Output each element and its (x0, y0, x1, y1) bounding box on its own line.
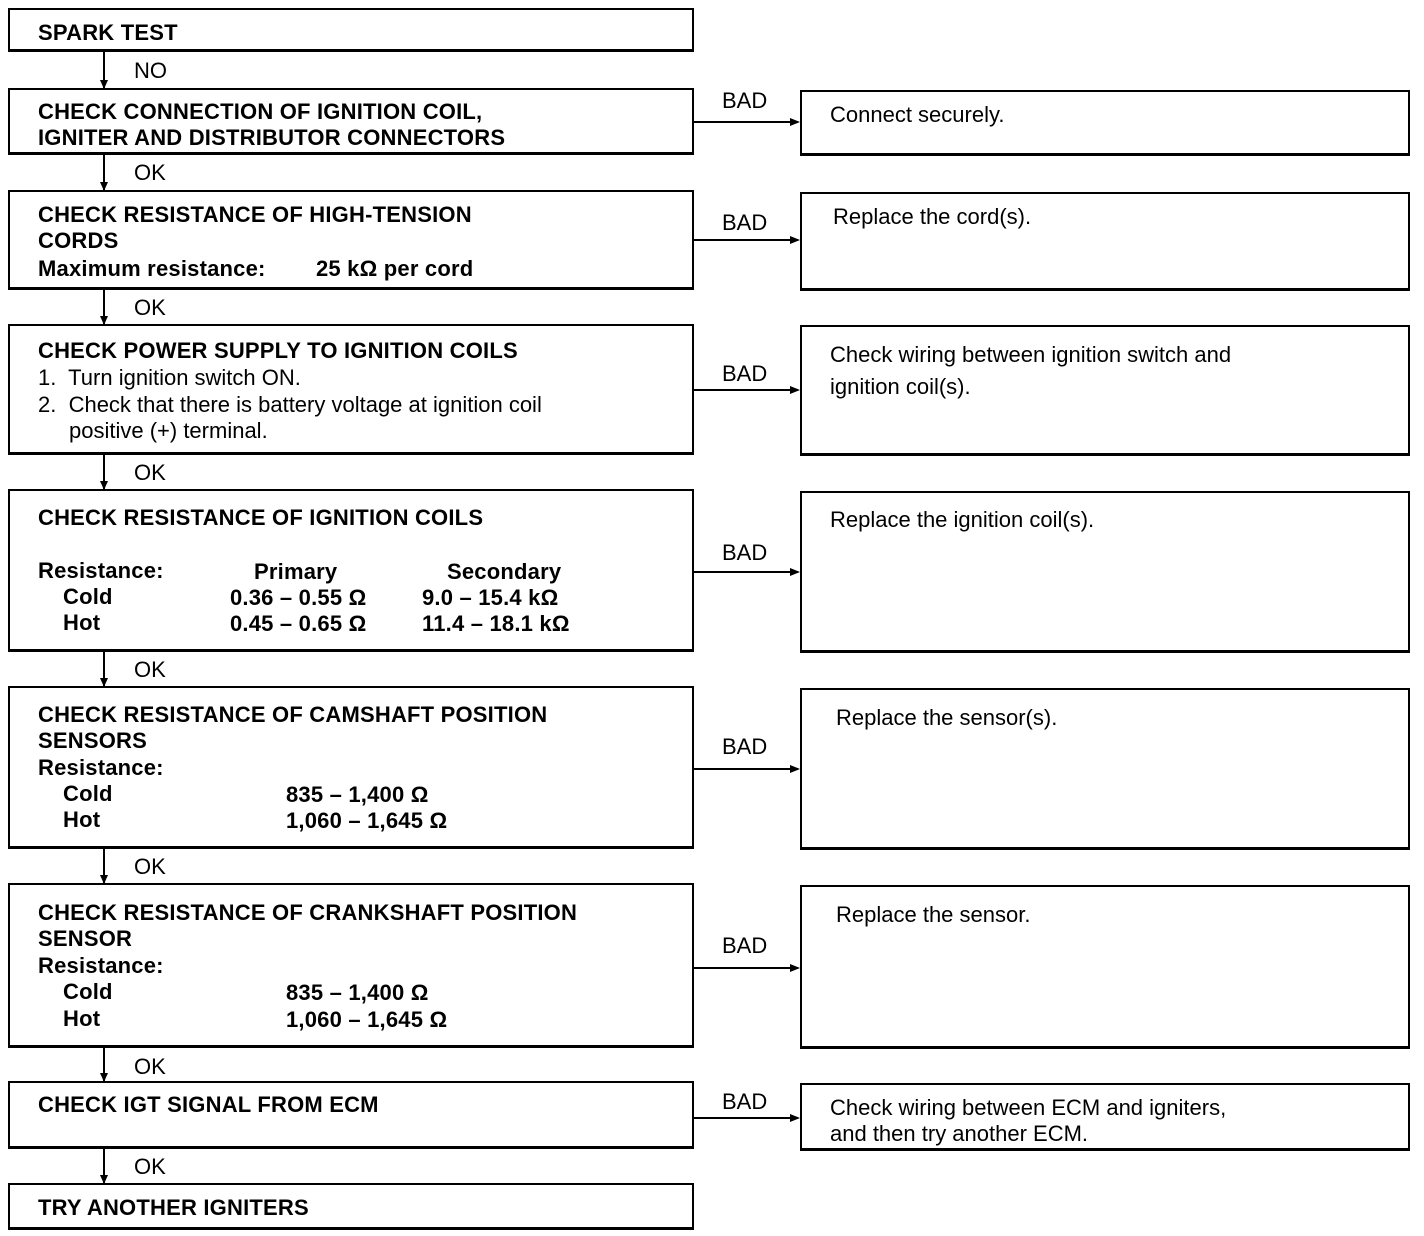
remedy-text: Replace the sensor. (836, 902, 1031, 927)
flow-label-ok: OK (134, 854, 166, 879)
step-check-coil-resistance (8, 489, 694, 652)
step-title-line2: CORDS (38, 228, 119, 253)
step-title: TRY ANOTHER IGNITERS (38, 1195, 309, 1220)
flow-label-bad: BAD (722, 540, 768, 565)
step-check-camshaft-sensors (8, 686, 694, 849)
resistance-label: Resistance: (38, 558, 164, 583)
remedy-text-line2: and then try another ECM. (830, 1121, 1089, 1146)
flow-label-ok: OK (134, 1054, 166, 1079)
step-title-line2: SENSOR (38, 926, 133, 951)
step-check-connection (8, 88, 694, 155)
step-try-another-igniters (8, 1183, 694, 1230)
procedure-step-2: 2. Check that there is battery voltage at ignition coil (38, 392, 542, 417)
resistance-label: Resistance: (38, 953, 164, 978)
step-check-cords (8, 190, 694, 290)
step-spark-test (8, 8, 694, 52)
remedy-replace-crankshaft-sensor (800, 885, 1410, 1049)
arrowhead-right (790, 1114, 800, 1122)
remedy-text-line2: ignition coil(s). (830, 374, 971, 399)
secondary-value-cold: 9.0 – 15.4 kΩ (422, 585, 559, 610)
flow-label-bad: BAD (722, 1089, 768, 1114)
column-header-primary: Primary (254, 559, 338, 584)
arrowhead-right (790, 236, 800, 244)
spec-label: Maximum resistance: (38, 256, 266, 281)
step-title-line2: IGNITER AND DISTRIBUTOR CONNECTORS (38, 125, 506, 150)
value-cold: 835 – 1,400 Ω (286, 782, 429, 807)
row-label-hot: Hot (63, 1006, 101, 1031)
arrowhead-right (790, 964, 800, 972)
flow-label-ok: OK (134, 657, 166, 682)
value-hot: 1,060 – 1,645 Ω (286, 808, 448, 833)
row-label-cold: Cold (63, 781, 113, 806)
flow-label-ok: OK (134, 460, 166, 485)
step-title-line1: CHECK RESISTANCE OF HIGH-TENSION (38, 202, 472, 227)
flow-label-bad: BAD (722, 933, 768, 958)
flow-label-no: NO (134, 58, 167, 83)
spec-value: 25 kΩ per cord (316, 256, 474, 281)
arrowhead-right (790, 765, 800, 773)
step-title-line1: CHECK CONNECTION OF IGNITION COIL, (38, 99, 483, 124)
step-title: SPARK TEST (38, 20, 178, 45)
flow-label-ok: OK (134, 1154, 166, 1179)
flow-label-ok: OK (134, 160, 166, 185)
value-hot: 1,060 – 1,645 Ω (286, 1007, 448, 1032)
remedy-text-line1: Check wiring between ignition switch and (830, 342, 1232, 367)
step-title: CHECK RESISTANCE OF IGNITION COILS (38, 505, 484, 530)
step-check-igt-signal (8, 1081, 694, 1149)
remedy-text: Replace the sensor(s). (836, 705, 1058, 730)
remedy-replace-camshaft-sensors (800, 688, 1410, 850)
primary-value-hot: 0.45 – 0.65 Ω (230, 611, 367, 636)
column-header-secondary: Secondary (447, 559, 562, 584)
step-title: CHECK IGT SIGNAL FROM ECM (38, 1092, 379, 1117)
procedure-step-1: 1. Turn ignition switch ON. (38, 365, 301, 390)
row-label-cold: Cold (63, 584, 113, 609)
value-cold: 835 – 1,400 Ω (286, 980, 429, 1005)
step-title-line1: CHECK RESISTANCE OF CRANKSHAFT POSITION (38, 900, 578, 925)
remedy-text: Connect securely. (830, 102, 1005, 127)
primary-value-cold: 0.36 – 0.55 Ω (230, 585, 367, 610)
step-check-power-supply (8, 324, 694, 455)
remedy-connect-securely (800, 90, 1410, 156)
arrowhead-right (790, 386, 800, 394)
remedy-text: Replace the cord(s). (833, 204, 1032, 229)
flow-label-bad: BAD (722, 210, 768, 235)
step-title: CHECK POWER SUPPLY TO IGNITION COILS (38, 338, 518, 363)
step-title-line2: SENSORS (38, 728, 147, 753)
arrowhead-right (790, 568, 800, 576)
remedy-text-line1: Check wiring between ECM and igniters, (830, 1095, 1227, 1120)
remedy-replace-coils (800, 491, 1410, 653)
secondary-value-hot: 11.4 – 18.1 kΩ (422, 611, 570, 636)
remedy-replace-cords (800, 192, 1410, 291)
row-label-hot: Hot (63, 807, 101, 832)
row-label-cold: Cold (63, 979, 113, 1004)
procedure-step-2-cont: positive (+) terminal. (69, 418, 268, 443)
arrowhead-right (790, 118, 800, 126)
row-label-hot: Hot (63, 610, 101, 635)
flow-label-bad: BAD (722, 734, 768, 759)
resistance-label: Resistance: (38, 755, 164, 780)
step-check-crankshaft-sensor (8, 883, 694, 1048)
step-title-line1: CHECK RESISTANCE OF CAMSHAFT POSITION (38, 702, 548, 727)
flow-label-bad: BAD (722, 361, 768, 386)
remedy-check-wiring-switch (800, 325, 1410, 456)
flow-label-bad: BAD (722, 88, 768, 113)
remedy-check-wiring-ecm (800, 1083, 1410, 1151)
remedy-text: Replace the ignition coil(s). (830, 507, 1095, 532)
flow-label-ok: OK (134, 295, 166, 320)
